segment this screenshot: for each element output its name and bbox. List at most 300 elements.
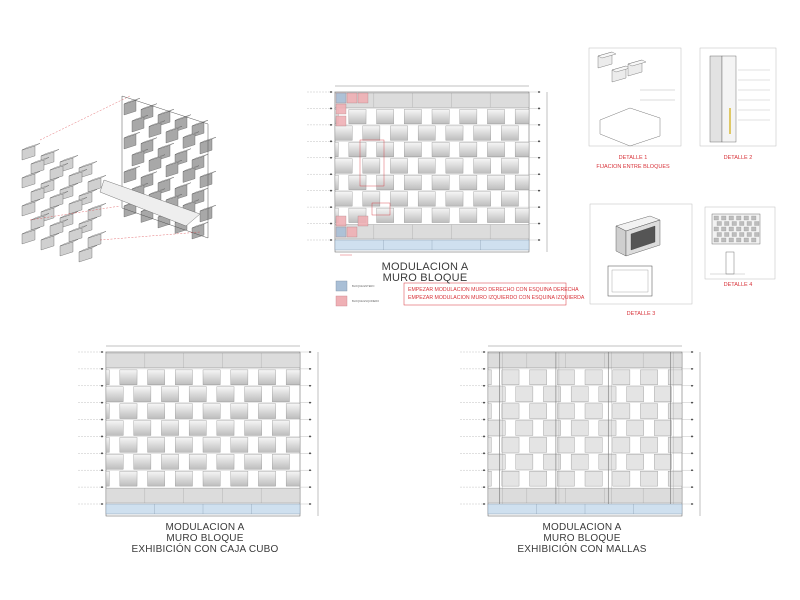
block [272, 454, 289, 469]
cubo-title-line2: MURO BLOQUE [166, 533, 244, 544]
block [418, 126, 435, 140]
iso-block-face [132, 151, 144, 166]
level-marker-right [538, 124, 540, 126]
level-marker [330, 206, 332, 208]
block [349, 109, 366, 123]
block [488, 370, 491, 385]
block [543, 454, 560, 469]
block [106, 404, 109, 419]
level-marker-right [691, 436, 693, 438]
block [245, 454, 262, 469]
level-marker-right [691, 402, 693, 404]
level-marker-right [691, 419, 693, 421]
block [571, 454, 588, 469]
block [460, 142, 477, 156]
level-marker-right [538, 173, 540, 175]
iso-block-face [149, 123, 161, 138]
main-title-line1: MODULACION A [381, 261, 469, 273]
iso-block-face [183, 134, 195, 149]
level-marker-right [538, 239, 540, 241]
block [377, 109, 394, 123]
detail-4-block [740, 222, 745, 226]
block [106, 421, 123, 436]
block [502, 471, 519, 486]
level-marker [330, 223, 332, 225]
detail-2-label: DETALLE 2 [723, 155, 753, 161]
block [640, 404, 657, 419]
cubo-elevation-title [110, 522, 300, 555]
detail-sheets [589, 48, 776, 304]
level-marker [101, 503, 103, 505]
block [460, 109, 477, 123]
block [203, 370, 220, 385]
block [640, 370, 657, 385]
level-marker [101, 402, 103, 404]
block [487, 142, 504, 156]
block [501, 126, 518, 140]
mallas-title-line2: MURO BLOQUE [543, 533, 621, 544]
block [515, 142, 529, 156]
main-elevation-title [380, 262, 470, 284]
corner-block [336, 227, 346, 237]
level-marker [330, 190, 332, 192]
detail-4-block [752, 238, 757, 242]
block [106, 437, 109, 452]
block [516, 421, 533, 436]
level-marker-right [309, 368, 311, 370]
level-marker-right [538, 140, 540, 142]
block [161, 421, 178, 436]
level-marker [330, 140, 332, 142]
block [363, 192, 380, 206]
elevation-mallas [460, 346, 700, 516]
legend-note-right: EMPEZAR MODULACION MURO DERECHO CON ESQUINA DERECHA [408, 287, 579, 293]
block [148, 471, 165, 486]
detail-4-block [737, 227, 742, 231]
level-marker-right [691, 469, 693, 471]
level-marker [101, 368, 103, 370]
level-marker [483, 385, 485, 387]
level-marker-right [538, 91, 540, 93]
block [502, 404, 519, 419]
block [530, 471, 547, 486]
corner-block [358, 216, 368, 226]
block [599, 454, 616, 469]
detail-4-label: DETALLE 4 [723, 282, 753, 288]
block [231, 404, 248, 419]
block [640, 437, 657, 452]
detail-4-block [744, 216, 749, 220]
block [231, 471, 248, 486]
level-marker-right [691, 486, 693, 488]
block [286, 404, 300, 419]
block [557, 471, 574, 486]
block [335, 159, 352, 173]
detail-4-block [714, 238, 719, 242]
iso-block-face [166, 162, 178, 177]
block [557, 437, 574, 452]
iso-block-face [200, 173, 212, 188]
isometric-wall-view [22, 96, 216, 262]
detail-4-block [737, 238, 742, 242]
level-marker-right [538, 108, 540, 110]
level-marker [483, 351, 485, 353]
block [120, 471, 137, 486]
detail-2-block [722, 56, 736, 142]
block [418, 192, 435, 206]
level-marker [101, 419, 103, 421]
level-marker-right [691, 368, 693, 370]
iso-block-face [149, 157, 161, 172]
level-marker [101, 351, 103, 353]
block [286, 471, 300, 486]
block [446, 192, 463, 206]
block [654, 421, 671, 436]
iso-block-face [183, 168, 195, 183]
band-row [106, 353, 300, 368]
level-marker-right [309, 469, 311, 471]
block [627, 454, 644, 469]
block [432, 142, 449, 156]
block [272, 387, 289, 402]
block [613, 370, 630, 385]
block [134, 454, 151, 469]
level-marker [483, 469, 485, 471]
detail-2-wall [710, 56, 722, 142]
level-marker [483, 419, 485, 421]
block [515, 208, 529, 222]
block [446, 126, 463, 140]
iso-block-face [124, 100, 136, 115]
block [120, 404, 137, 419]
block [189, 454, 206, 469]
corner-block [358, 93, 368, 103]
block [134, 387, 151, 402]
legend-label-blue: BLOQUE ENTERO [352, 285, 375, 288]
detail-4-block [740, 233, 745, 237]
level-marker-right [538, 206, 540, 208]
detail-4-block [725, 233, 730, 237]
block [175, 471, 192, 486]
block [203, 437, 220, 452]
level-marker-right [309, 503, 311, 505]
iso-block-face [124, 134, 136, 149]
block [349, 142, 366, 156]
corner-block [336, 216, 346, 226]
block [501, 159, 518, 173]
level-marker [330, 157, 332, 159]
block [543, 421, 560, 436]
level-marker-right [538, 223, 540, 225]
block [432, 208, 449, 222]
block [543, 387, 560, 402]
block [613, 471, 630, 486]
block [446, 159, 463, 173]
block [258, 404, 275, 419]
block [106, 471, 109, 486]
level-marker-right [309, 452, 311, 454]
detail-4-block [732, 233, 737, 237]
level-marker-right [309, 486, 311, 488]
detail-4-block [717, 233, 722, 237]
detail-4-block [722, 238, 727, 242]
block [363, 126, 380, 140]
mallas-elevation-title [487, 522, 677, 555]
block [474, 159, 491, 173]
block [335, 175, 338, 189]
level-marker-right [691, 503, 693, 505]
detail-4-block [722, 227, 727, 231]
block [654, 454, 671, 469]
band-row [335, 225, 529, 239]
detail-4-block [729, 227, 734, 231]
level-marker-right [309, 402, 311, 404]
block [432, 109, 449, 123]
block [258, 437, 275, 452]
block [363, 159, 380, 173]
block [217, 454, 234, 469]
iso-block-face [200, 139, 212, 154]
block [599, 387, 616, 402]
block [390, 192, 407, 206]
band-row [488, 353, 682, 368]
level-marker [101, 486, 103, 488]
main-elevation [307, 86, 547, 255]
block [335, 192, 352, 206]
block [613, 437, 630, 452]
level-marker-right [691, 452, 693, 454]
block [627, 387, 644, 402]
detail-4-block [722, 216, 727, 220]
detail-4-block [755, 233, 760, 237]
block [571, 421, 588, 436]
detail-3-box-side [616, 226, 626, 256]
block [175, 437, 192, 452]
detail-4-block [714, 216, 719, 220]
cubo-title-line3: EXHIBICIÓN CON CAJA CUBO [131, 544, 279, 555]
band-row [488, 488, 682, 503]
legend-label-red: BLOQUE ESQUINERO [352, 300, 380, 303]
detail-4-block [744, 227, 749, 231]
block [231, 437, 248, 452]
block [640, 471, 657, 486]
block [585, 437, 602, 452]
level-marker-right [538, 157, 540, 159]
detail-4-block [755, 222, 760, 226]
iso-block-face [124, 168, 136, 183]
level-marker [330, 124, 332, 126]
block [377, 208, 394, 222]
detail-4-block [737, 216, 742, 220]
iso-projection-line [100, 232, 200, 240]
block [148, 437, 165, 452]
mallas-title-line3: EXHIBICIÓN CON MALLAS [517, 544, 647, 555]
level-marker-right [309, 351, 311, 353]
level-marker [101, 385, 103, 387]
level-marker-right [691, 385, 693, 387]
block [488, 471, 491, 486]
block [258, 471, 275, 486]
corner-block [336, 93, 346, 103]
block [530, 370, 547, 385]
iso-block-face [200, 207, 212, 222]
detail-4-block [729, 216, 734, 220]
block [404, 109, 421, 123]
block [557, 370, 574, 385]
block [161, 454, 178, 469]
block [286, 370, 300, 385]
block [390, 159, 407, 173]
block [272, 421, 289, 436]
level-marker-right [309, 436, 311, 438]
block [613, 404, 630, 419]
block [203, 404, 220, 419]
block [120, 437, 137, 452]
block [390, 126, 407, 140]
detail-1-label: DETALLE 1 [618, 155, 648, 161]
block [148, 370, 165, 385]
detail-4-block [714, 227, 719, 231]
detail-4-block [725, 222, 730, 226]
block [502, 437, 519, 452]
level-marker [330, 239, 332, 241]
block [231, 370, 248, 385]
detail-4-block [717, 222, 722, 226]
level-marker [101, 469, 103, 471]
level-marker [330, 173, 332, 175]
block [175, 370, 192, 385]
block [217, 421, 234, 436]
block [286, 437, 300, 452]
corner-block [336, 116, 346, 126]
legend-note-left: EMPEZAR MODULACION MURO IZQUIERDO CON ESQUINA IZQUIERDA [408, 295, 585, 301]
block [189, 387, 206, 402]
block [120, 370, 137, 385]
block [349, 175, 366, 189]
block [175, 404, 192, 419]
block [501, 192, 518, 206]
iso-block-face [192, 224, 204, 239]
block [418, 159, 435, 173]
level-marker-right [538, 190, 540, 192]
detail-1-sub: FIJACION ENTRE BLOQUES [596, 164, 670, 170]
block [557, 404, 574, 419]
level-marker [101, 452, 103, 454]
detail-4-block [747, 222, 752, 226]
detail-4-block [732, 222, 737, 226]
level-marker [483, 368, 485, 370]
block [404, 175, 421, 189]
block [474, 126, 491, 140]
detail-4-block [729, 238, 734, 242]
iso-block-face [166, 128, 178, 143]
iso-projection-line [40, 96, 130, 140]
legend-swatch-red [336, 296, 347, 306]
block [335, 142, 338, 156]
corner-block [347, 93, 357, 103]
corner-block [347, 227, 357, 237]
block [106, 454, 123, 469]
block [217, 387, 234, 402]
level-marker [483, 402, 485, 404]
legend-swatch-blue [336, 281, 347, 291]
block [488, 437, 491, 452]
block [585, 471, 602, 486]
block [460, 208, 477, 222]
cubo-title-line1: MODULACION A [165, 522, 245, 533]
block [585, 404, 602, 419]
block [258, 370, 275, 385]
block [161, 387, 178, 402]
level-marker [101, 436, 103, 438]
main-title-line2: MURO BLOQUE [382, 272, 468, 284]
block [335, 126, 352, 140]
detail-4-block [752, 227, 757, 231]
block [515, 175, 529, 189]
block [460, 175, 477, 189]
block [599, 421, 616, 436]
detail-4-block [744, 238, 749, 242]
block [585, 370, 602, 385]
detail-4-block [752, 216, 757, 220]
block [530, 404, 547, 419]
block [106, 387, 123, 402]
block [474, 192, 491, 206]
iso-block-face [132, 117, 144, 132]
block [134, 421, 151, 436]
level-marker [330, 91, 332, 93]
block [515, 109, 529, 123]
block [189, 421, 206, 436]
block [502, 370, 519, 385]
level-marker [330, 108, 332, 110]
level-marker-right [691, 351, 693, 353]
block [377, 175, 394, 189]
block [530, 437, 547, 452]
band-row [106, 488, 300, 503]
block [404, 142, 421, 156]
level-marker [483, 503, 485, 505]
block [488, 404, 491, 419]
block [106, 370, 109, 385]
block [432, 175, 449, 189]
block [148, 404, 165, 419]
block [487, 109, 504, 123]
corner-block [336, 104, 346, 114]
elevation-caja-cubo [78, 346, 318, 516]
block [404, 208, 421, 222]
level-marker-right [309, 419, 311, 421]
block [654, 387, 671, 402]
detail-4-block [747, 233, 752, 237]
detail-3-label: DETALLE 3 [626, 311, 656, 317]
block [245, 421, 262, 436]
block [487, 175, 504, 189]
block [203, 471, 220, 486]
level-marker [483, 452, 485, 454]
block [377, 142, 394, 156]
block [571, 387, 588, 402]
mallas-title-line1: MODULACION A [542, 522, 622, 533]
block [487, 208, 504, 222]
block [516, 387, 533, 402]
level-marker-right [309, 385, 311, 387]
block [627, 421, 644, 436]
block [245, 387, 262, 402]
level-marker [483, 436, 485, 438]
block [516, 454, 533, 469]
level-marker [483, 486, 485, 488]
